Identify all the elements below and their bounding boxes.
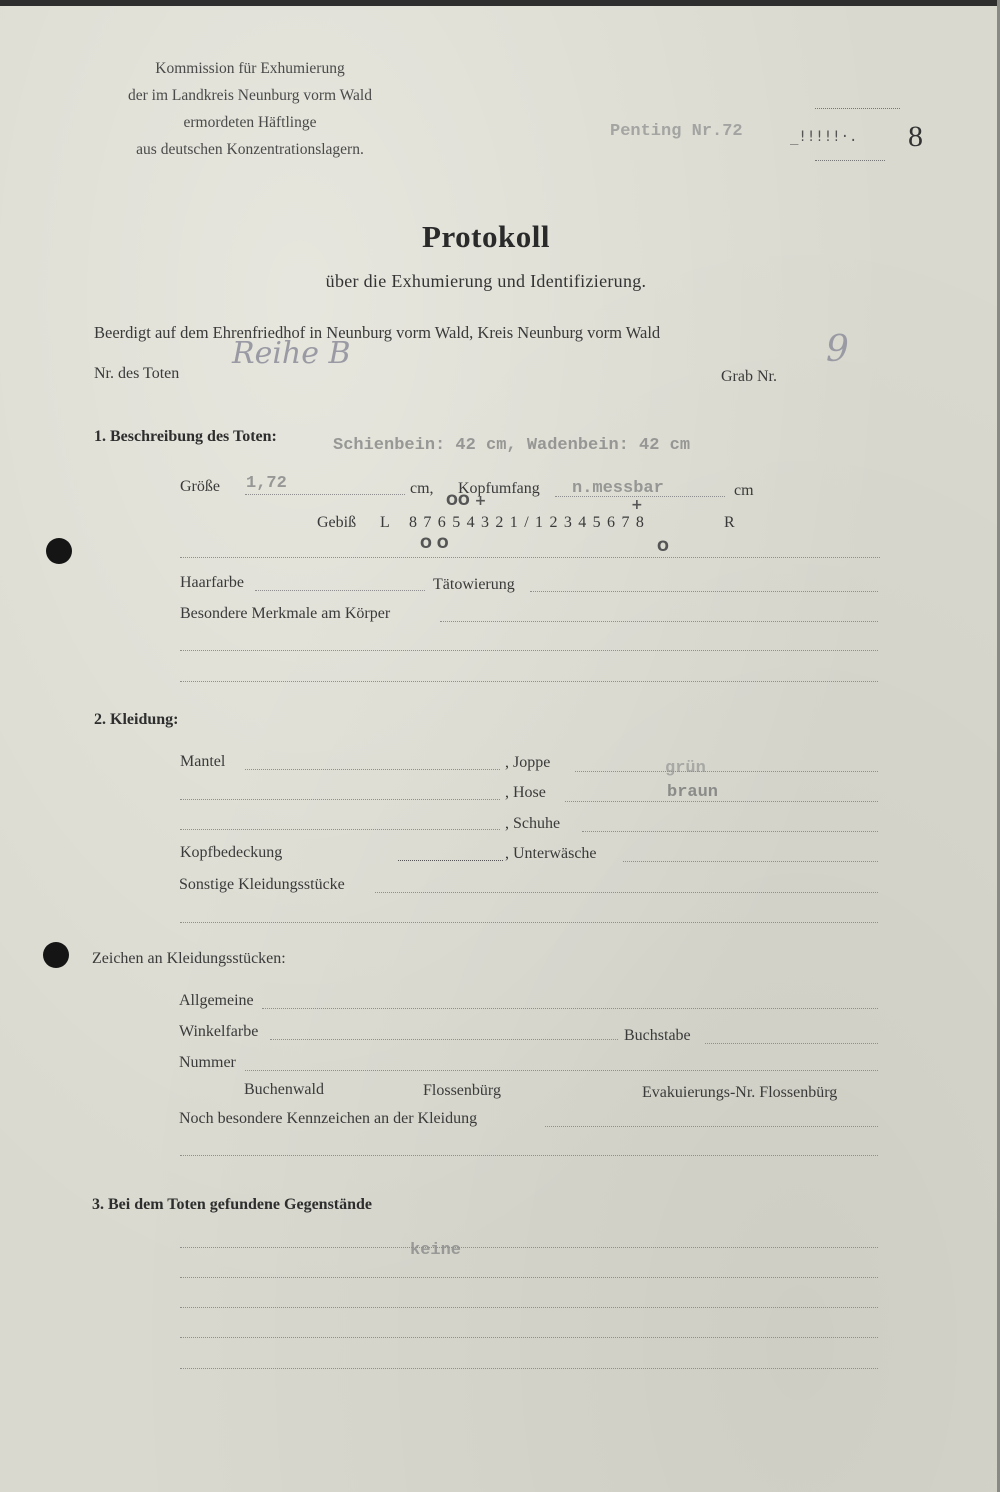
teeth-marks-top-left: OO +: [446, 493, 487, 509]
hair-color-label: Haarfarbe: [180, 574, 244, 591]
coat-label: Mantel: [180, 753, 226, 770]
coat-line-3: [180, 829, 500, 830]
shoes-label: , Schuhe: [505, 815, 561, 832]
jacket-value: grün: [665, 759, 706, 778]
trousers-value: braun: [667, 783, 719, 802]
bone-measurements: Schienbein: 42 cm, Wadenbein: 42 cm: [333, 436, 691, 455]
buchenwald-label: Buchenwald: [244, 1081, 324, 1098]
section-3-heading: 3. Bei dem Toten gefundene Gegenstände: [92, 1196, 373, 1213]
letterhead-line-3: ermordeten Häftlinge: [183, 114, 317, 131]
coat-line: [245, 769, 500, 770]
body-features-label: Besondere Merkmale am Körper: [180, 605, 391, 622]
other-clothing-line: [375, 892, 878, 893]
document-subtitle: über die Exhumierung und Identifizierung.: [325, 271, 647, 291]
stamp-number: Penting Nr.72: [610, 122, 743, 141]
found-items-line-1: [180, 1247, 878, 1248]
other-clothing-line-2: [180, 922, 878, 923]
cm-unit-1: cm,: [410, 480, 434, 497]
letterhead-line-4: aus deutschen Konzentrationslagern.: [136, 141, 364, 158]
grave-number-value: 9: [826, 329, 849, 370]
head-circumference-value: n.messbar: [572, 479, 664, 498]
found-items-line-4: [180, 1337, 878, 1338]
size-label: Größe: [180, 478, 220, 495]
special-marks-label: Noch besondere Kennzeichen an der Kleidung: [179, 1110, 478, 1127]
special-marks-line-2: [180, 1155, 878, 1156]
teeth-numbers: 8 7 6 5 4 3 2 1 / 1 2 3 4 5 6 7 8: [409, 514, 646, 531]
found-items-line-5: [180, 1368, 878, 1369]
trousers-label: , Hose: [505, 784, 546, 801]
teeth-left-side: L: [380, 514, 390, 531]
coat-line-2: [180, 799, 500, 800]
dead-number-label: Nr. des Toten: [94, 365, 180, 382]
teeth-marks-bottom-left: O O: [420, 536, 449, 552]
grave-number-label: Grab Nr.: [721, 368, 777, 385]
body-features-line-2: [180, 650, 878, 651]
body-features-line-3: [180, 681, 878, 682]
headgear-line: [398, 860, 503, 861]
found-items-value: keine: [410, 1241, 462, 1260]
burial-line: Beerdigt auf dem Ehrenfriedhof in Neunburg vorm Wald, Kreis Neunburg vorm Wald: [94, 323, 661, 342]
letter-label: Buchstabe: [624, 1027, 691, 1044]
teeth-label: Gebiß: [317, 514, 357, 531]
clothing-marks-heading: Zeichen an Kleidungsstücken:: [92, 950, 286, 967]
headgear-label: Kopfbedeckung: [180, 844, 283, 861]
teeth-right-side: R: [724, 514, 735, 531]
flossenbuerg-label: Flossenbürg: [423, 1082, 501, 1099]
general-label: Allgemeine: [179, 992, 254, 1009]
underwear-line: [623, 861, 878, 862]
letterhead-line-2: der im Landkreis Neunburg vorm Wald: [128, 87, 372, 104]
evacuation-number-label: Evakuierungs-Nr. Flossenbürg: [642, 1084, 838, 1101]
head-circumference-label: Kopfumfang: [458, 480, 540, 497]
tattoo-label: Tätowierung: [433, 576, 515, 593]
jacket-line: [575, 771, 878, 772]
found-items-line-3: [180, 1307, 878, 1308]
tattoo-line: [530, 591, 878, 592]
found-items-line-2: [180, 1277, 878, 1278]
general-line: [262, 1008, 878, 1009]
trousers-line: [565, 801, 878, 802]
teeth-marks-top-right: +: [631, 497, 643, 513]
stamp-marks: _!!!!!·.: [790, 129, 858, 145]
other-clothing-label: Sonstige Kleidungsstücke: [179, 876, 345, 893]
stamp-dots-top: [815, 108, 900, 109]
punch-hole-top: [46, 538, 72, 564]
hair-color-line: [255, 590, 425, 591]
number-label: Nummer: [179, 1054, 236, 1071]
special-marks-line: [545, 1126, 878, 1127]
section-1-heading: 1. Beschreibung des Toten:: [94, 428, 277, 445]
letter-line: [705, 1043, 878, 1044]
number-line: [245, 1070, 878, 1071]
letterhead-line-1: Kommission für Exhumierung: [155, 60, 345, 77]
shoes-line: [582, 831, 878, 832]
punch-hole-bottom: [43, 942, 69, 968]
section-2-heading: 2. Kleidung:: [94, 711, 179, 728]
body-features-line: [440, 621, 878, 622]
document-title: Protokoll: [422, 219, 550, 254]
angle-color-label: Winkelfarbe: [179, 1023, 259, 1040]
page-number: 8: [908, 120, 923, 153]
scan-edge-top: [0, 0, 1000, 6]
size-value: 1,72: [246, 474, 287, 493]
angle-color-line: [270, 1039, 618, 1040]
cm-unit-2: cm: [734, 482, 754, 499]
dead-number-value: Reihe B: [232, 336, 351, 371]
teeth-line: [180, 557, 880, 558]
jacket-label: , Joppe: [505, 754, 551, 771]
teeth-marks-bottom-right: O: [657, 539, 669, 555]
size-line: [245, 494, 405, 495]
underwear-label: , Unterwäsche: [505, 845, 597, 862]
stamp-dots-bottom: [815, 160, 885, 161]
